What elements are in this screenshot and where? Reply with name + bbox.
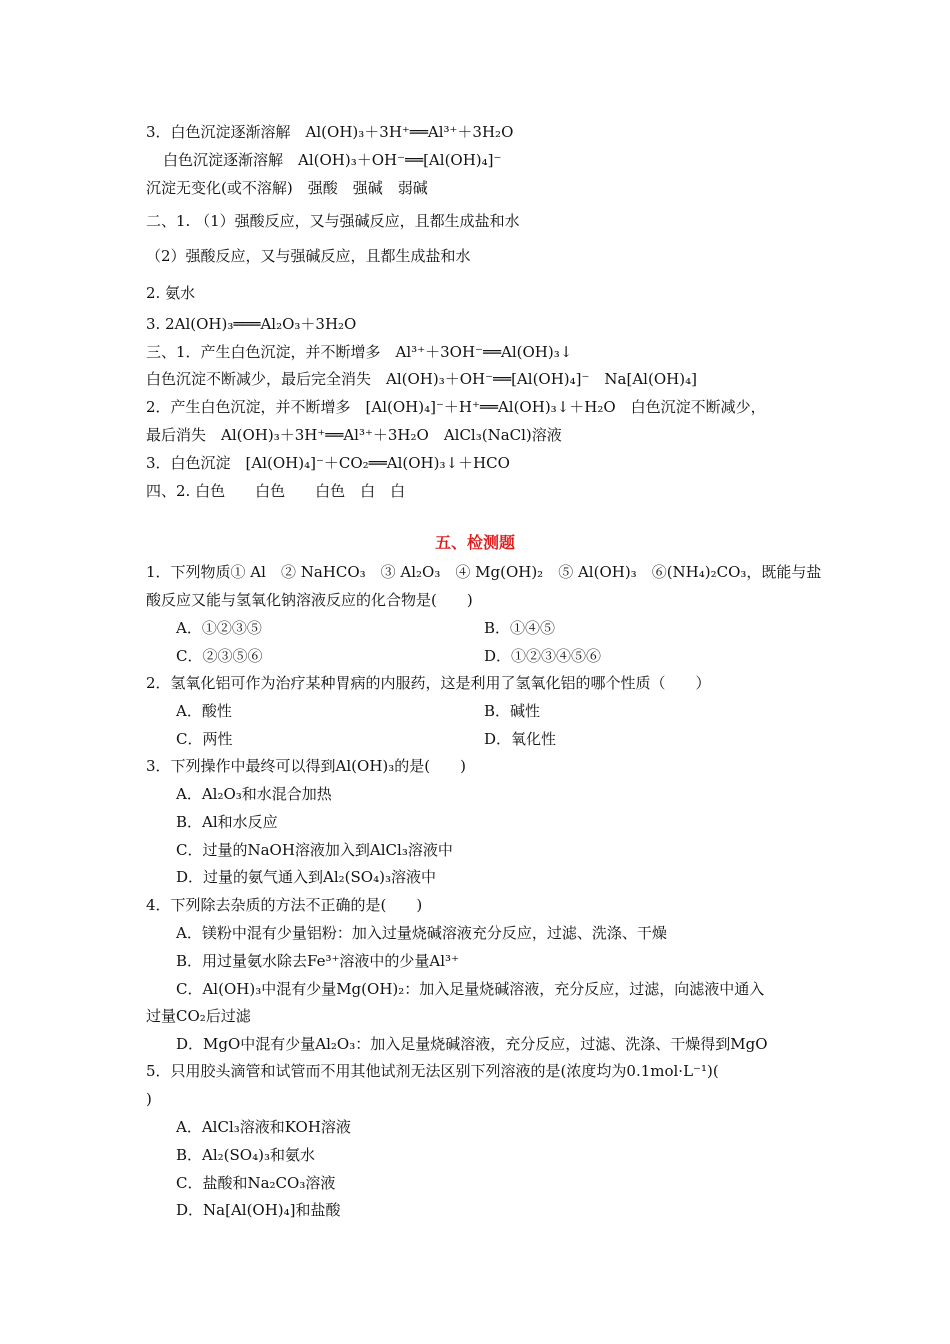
option: D．过量的氨气通入到Al₂(SO₄)₃溶液中 <box>176 868 436 886</box>
answer-line: 2. 氨水 <box>146 284 196 302</box>
option: B．①④⑤ <box>484 619 556 637</box>
option: A．酸性 <box>176 702 232 720</box>
answer-line: 3．白色沉淀逐渐溶解 Al(OH)₃＋3H⁺══Al³⁺＋3H₂O <box>146 123 514 141</box>
answer-line: 三、1．产生白色沉淀，并不断增多 Al³⁺＋3OH⁻══Al(OH)₃↓ <box>146 343 573 361</box>
option: C．盐酸和Na₂CO₃溶液 <box>176 1174 336 1192</box>
question-text: 2．氢氧化铝可作为治疗某种胃病的内服药，这是利用了氢氧化铝的哪个性质（ ） <box>146 674 711 692</box>
option: A．Al₂O₃和水混合加热 <box>176 785 332 803</box>
question-text: 酸反应又能与氢氧化钠溶液反应的化合物是( ) <box>146 591 473 609</box>
answer-line: （2）强酸反应，又与强碱反应，且都生成盐和水 <box>146 247 471 265</box>
option: C．②③⑤⑥ <box>176 647 263 665</box>
option: C．两性 <box>176 730 233 748</box>
option: B．碱性 <box>484 702 541 720</box>
answer-line: 最后消失 Al(OH)₃＋3H⁺══Al³⁺＋3H₂O AlCl₃(NaCl)溶液 <box>146 426 562 444</box>
question-text: 1．下列物质① Al ② NaHCO₃ ③ Al₂O₃ ④ Mg(OH)₂ ⑤ Al(OH)₃ ⑥(NH₄)₂CO₃，既能与盐 <box>146 563 822 581</box>
option: B．Al₂(SO₄)₃和氨水 <box>176 1146 315 1164</box>
option: A．①②③⑤ <box>176 619 262 637</box>
option: 过量CO₂后过滤 <box>146 1007 251 1025</box>
option: B．Al和水反应 <box>176 813 278 831</box>
question-text: ) <box>146 1090 152 1108</box>
answer-line: 3. 2Al(OH)₃═══Al₂O₃＋3H₂O <box>146 315 357 333</box>
answer-line: 3．白色沉淀 [Al(OH)₄]⁻＋CO₂══Al(OH)₃↓＋HCO <box>146 454 510 472</box>
option: D．Na[Al(OH)₄]和盐酸 <box>176 1201 341 1219</box>
answer-line: 二、1. （1）强酸反应，又与强碱反应，且都生成盐和水 <box>146 212 520 230</box>
option: D．氧化性 <box>484 730 557 748</box>
question-text: 4．下列除去杂质的方法不正确的是( ) <box>146 896 423 914</box>
option: B．用过量氨水除去Fe³⁺溶液中的少量Al³⁺ <box>176 952 459 970</box>
answer-line: 白色沉淀逐渐溶解 Al(OH)₃＋OH⁻══[Al(OH)₄]⁻ <box>163 151 502 169</box>
question-text: 5．只用胶头滴管和试管而不用其他试剂无法区别下列溶液的是(浓度均为0.1mol·L⁻¹)( <box>146 1062 719 1080</box>
question-text: 3．下列操作中最终可以得到Al(OH)₃的是( ) <box>146 757 466 775</box>
answer-line: 沉淀无变化(或不溶解) 强酸 强碱 弱碱 <box>146 179 428 197</box>
option: A．AlCl₃溶液和KOH溶液 <box>176 1118 351 1136</box>
option: C．过量的NaOH溶液加入到AlCl₃溶液中 <box>176 841 453 859</box>
option: D．MgO中混有少量Al₂O₃：加入足量烧碱溶液，充分反应，过滤、洗涤、干燥得到MgO <box>176 1035 768 1053</box>
option: C．Al(OH)₃中混有少量Mg(OH)₂：加入足量烧碱溶液，充分反应，过滤，向滤液中通入 <box>176 980 765 998</box>
option: A．镁粉中混有少量铝粉：加入过量烧碱溶液充分反应，过滤、洗涤、干燥 <box>176 924 667 942</box>
answer-line: 白色沉淀不断减少，最后完全消失 Al(OH)₃＋OH⁻══[Al(OH)₄]⁻ Na[Al(OH)₄] <box>146 370 697 388</box>
answer-line: 2．产生白色沉淀，并不断增多 [Al(OH)₄]⁻＋H⁺══Al(OH)₃↓＋H₂O 白色沉淀不断减少， <box>146 398 766 416</box>
answer-line: 四、2. 白色 白色 白色 白 白 <box>146 482 406 500</box>
section-title: 五、检测题 <box>434 533 515 552</box>
option: D．①②③④⑤⑥ <box>484 647 602 665</box>
